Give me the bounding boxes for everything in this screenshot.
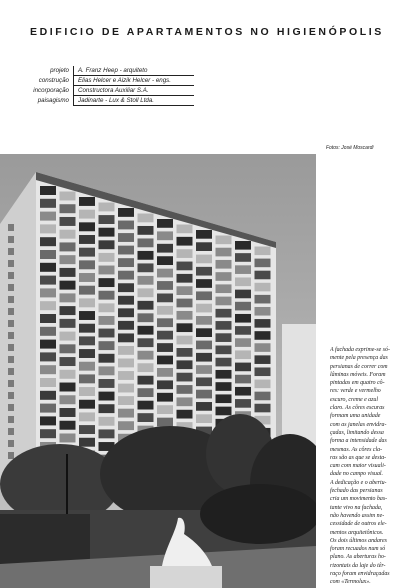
window-shutter: [196, 341, 212, 350]
window-shutter: [40, 237, 56, 246]
window-shutter: [60, 383, 76, 392]
window-shutter: [118, 396, 134, 405]
credit-value: A. Franz Heep - arquiteto: [74, 66, 194, 76]
window-shutter: [235, 253, 251, 262]
window-shutter: [216, 407, 232, 416]
window-shutter: [138, 313, 154, 322]
credit-label: incorporação: [24, 86, 74, 96]
shrubs: [200, 484, 316, 544]
window-shutter: [40, 429, 56, 438]
window-shutter: [79, 324, 95, 333]
window-shutter: [99, 379, 115, 388]
article-text-line: escuro, creme e azul: [330, 396, 378, 403]
window-shutter: [216, 358, 232, 367]
credit-row: [24, 86, 194, 96]
window-shutter: [196, 304, 212, 313]
window-shutter: [235, 302, 251, 311]
credit-row: [24, 96, 194, 106]
window-shutter: [40, 314, 56, 323]
window-shutter: [60, 281, 76, 290]
window-shutter: [118, 321, 134, 330]
window-shutter: [79, 349, 95, 358]
window-shutter: [79, 311, 95, 320]
window-shutter: [196, 414, 212, 423]
side-window: [8, 296, 14, 303]
window-shutter: [196, 377, 212, 386]
window-shutter: [177, 286, 193, 295]
window-shutter: [99, 228, 115, 237]
window-shutter: [60, 242, 76, 251]
article-text-line: forma a intensidade das: [330, 438, 387, 445]
window-shutter: [255, 319, 271, 328]
window-shutter: [196, 365, 212, 374]
window-shutter: [138, 238, 154, 247]
window-shutter: [235, 290, 251, 299]
window-shutter: [118, 421, 134, 430]
window-shutter: [138, 326, 154, 335]
article-text-line: çadas, limitando dessa: [330, 429, 384, 436]
window-shutter: [99, 366, 115, 375]
window-shutter: [99, 316, 115, 325]
window-shutter: [177, 249, 193, 258]
window-shutter: [235, 399, 251, 408]
window-shutter: [99, 215, 115, 224]
window-shutter: [79, 336, 95, 345]
window-shutter: [60, 370, 76, 379]
window-shutter: [157, 306, 173, 315]
side-window: [8, 452, 14, 459]
window-shutter: [157, 244, 173, 253]
credit-value: Elias Helcer e Aizik Helcer - engs.: [74, 76, 194, 86]
window-shutter: [60, 357, 76, 366]
window-shutter: [60, 344, 76, 353]
window-shutter: [177, 385, 193, 394]
window-shutter: [40, 186, 56, 195]
window-shutter: [79, 438, 95, 447]
window-shutter: [255, 283, 271, 292]
side-window: [8, 368, 14, 375]
window-shutter: [196, 291, 212, 300]
window-shutter: [60, 306, 76, 315]
window-shutter: [216, 260, 232, 269]
lamp-post: [66, 454, 68, 514]
window-shutter: [177, 311, 193, 320]
window-shutter: [138, 338, 154, 347]
article-text-line: claro. As côres escuras: [330, 405, 385, 412]
article-text-line: mentos arquitetônicos.: [330, 529, 384, 536]
window-shutter: [196, 230, 212, 239]
window-shutter: [235, 363, 251, 372]
window-shutter: [196, 353, 212, 362]
window-shutter: [255, 355, 271, 364]
window-shutter: [40, 404, 56, 413]
window-shutter: [99, 253, 115, 262]
credit-row: [24, 76, 194, 86]
window-shutter: [157, 356, 173, 365]
article-text-line: pintadas em quatro cô-: [330, 380, 385, 387]
window-shutter: [60, 433, 76, 442]
window-shutter: [99, 329, 115, 338]
window-shutter: [138, 263, 154, 272]
side-window: [8, 440, 14, 447]
window-shutter: [79, 260, 95, 269]
article-text-line: cessidade de outros ele-: [330, 521, 387, 528]
side-window: [8, 416, 14, 423]
credits-table: [24, 66, 194, 106]
window-shutter: [216, 297, 232, 306]
building-photo: [0, 154, 316, 588]
window-shutter: [157, 393, 173, 402]
window-shutter: [79, 298, 95, 307]
side-window: [8, 248, 14, 255]
article-text-line: A dedicação e o abertu-: [330, 479, 387, 486]
window-shutter: [196, 328, 212, 337]
article-text-line: plano. As aberturas ho-: [330, 554, 386, 561]
window-shutter: [118, 233, 134, 242]
window-shutter: [40, 212, 56, 221]
window-shutter: [216, 382, 232, 391]
credit-label: paisagismo: [24, 96, 74, 106]
window-shutter: [118, 258, 134, 267]
sculpture-pedestal: [150, 566, 222, 588]
window-shutter: [60, 230, 76, 239]
credit-label: construção: [24, 76, 74, 86]
window-shutter: [79, 400, 95, 409]
side-window: [8, 380, 14, 387]
window-shutter: [138, 363, 154, 372]
window-shutter: [196, 402, 212, 411]
window-shutter: [79, 248, 95, 257]
window-shutter: [196, 316, 212, 325]
window-shutter: [118, 333, 134, 342]
window-shutter: [118, 208, 134, 217]
window-shutter: [235, 387, 251, 396]
window-shutter: [40, 378, 56, 387]
window-shutter: [177, 360, 193, 369]
side-window: [8, 392, 14, 399]
side-window: [8, 308, 14, 315]
photo-credit: Fotos: José Moscardi: [326, 145, 374, 151]
window-shutter: [138, 413, 154, 422]
window-shutter: [235, 314, 251, 323]
article-text-line: Os dois últimos andares: [330, 537, 387, 544]
window-shutter: [177, 348, 193, 357]
side-window: [8, 224, 14, 231]
article-text-line: lâminas móveis. Foram: [330, 371, 386, 378]
window-shutter: [138, 276, 154, 285]
window-shutter: [79, 210, 95, 219]
window-shutter: [99, 291, 115, 300]
window-shutter: [196, 267, 212, 276]
window-shutter: [60, 268, 76, 277]
window-shutter: [255, 392, 271, 401]
window-shutter: [40, 276, 56, 285]
window-shutter: [255, 331, 271, 340]
window-shutter: [60, 319, 76, 328]
window-shutter: [99, 203, 115, 212]
window-shutter: [40, 340, 56, 349]
article-text-line: fechado das persianas: [330, 488, 383, 495]
window-shutter: [118, 359, 134, 368]
window-shutter: [118, 409, 134, 418]
article-text-line: mente pela presença das: [330, 355, 388, 362]
window-shutter: [138, 226, 154, 235]
window-shutter: [60, 192, 76, 201]
window-shutter: [157, 343, 173, 352]
window-shutter: [216, 309, 232, 318]
window-shutter: [235, 241, 251, 250]
window-shutter: [216, 272, 232, 281]
window-shutter: [99, 354, 115, 363]
window-shutter: [40, 224, 56, 233]
window-shutter: [99, 278, 115, 287]
window-shutter: [157, 418, 173, 427]
window-shutter: [177, 397, 193, 406]
hedge: [0, 514, 90, 564]
window-shutter: [177, 410, 193, 419]
window-shutter: [138, 388, 154, 397]
window-shutter: [255, 380, 271, 389]
side-window: [8, 332, 14, 339]
window-shutter: [177, 237, 193, 246]
window-shutter: [40, 416, 56, 425]
window-shutter: [157, 331, 173, 340]
window-shutter: [157, 318, 173, 327]
window-shutter: [60, 204, 76, 213]
window-shutter: [255, 404, 271, 413]
window-shutter: [196, 390, 212, 399]
window-shutter: [255, 295, 271, 304]
window-shutter: [235, 375, 251, 384]
credit-value: Constructora Auxiliar S.A.: [74, 86, 194, 96]
window-shutter: [118, 271, 134, 280]
window-shutter: [79, 286, 95, 295]
window-shutter: [79, 412, 95, 421]
window-shutter: [255, 259, 271, 268]
window-shutter: [79, 374, 95, 383]
window-shutter: [118, 221, 134, 230]
window-shutter: [157, 219, 173, 228]
window-shutter: [118, 308, 134, 317]
window-shutter: [40, 327, 56, 336]
window-shutter: [255, 367, 271, 376]
article-text-line: cria um movimento bas-: [330, 496, 388, 503]
article-text-line: mesmas. As côres cla-: [330, 446, 383, 453]
credit-label: projeto: [24, 66, 74, 76]
window-shutter: [118, 346, 134, 355]
window-shutter: [138, 251, 154, 260]
window-shutter: [99, 303, 115, 312]
building-side-wall: [0, 172, 36, 488]
window-shutter: [99, 341, 115, 350]
window-shutter: [216, 236, 232, 245]
window-shutter: [235, 350, 251, 359]
window-shutter: [40, 301, 56, 310]
window-shutter: [138, 288, 154, 297]
article-text: [330, 346, 410, 587]
window-shutter: [157, 380, 173, 389]
window-shutter: [40, 352, 56, 361]
side-window: [8, 404, 14, 411]
article-text-line: dade no campo visual.: [330, 471, 384, 478]
article-text-line: não havendo assim ne-: [330, 512, 385, 519]
window-shutter: [60, 408, 76, 417]
window-shutter: [138, 301, 154, 310]
window-shutter: [138, 376, 154, 385]
article-text-line: raço foram envidraçadas: [330, 571, 390, 578]
window-shutter: [177, 336, 193, 345]
side-window: [8, 356, 14, 363]
window-shutter: [99, 266, 115, 275]
article-text-line: tante vivo na fachada,: [330, 504, 383, 511]
side-window: [8, 344, 14, 351]
window-shutter: [196, 242, 212, 251]
window-shutter: [118, 283, 134, 292]
window-shutter: [216, 284, 232, 293]
building-illustration: [0, 154, 316, 588]
window-shutter: [255, 343, 271, 352]
window-shutter: [235, 326, 251, 335]
window-shutter: [40, 365, 56, 374]
window-shutter: [99, 240, 115, 249]
window-shutter: [177, 262, 193, 271]
article-text-line: com as janelas envidra-: [330, 421, 387, 428]
window-shutter: [79, 222, 95, 231]
window-shutter: [177, 373, 193, 382]
article-text-line: ras são as que se desta-: [330, 454, 387, 461]
side-window: [8, 284, 14, 291]
window-shutter: [40, 250, 56, 259]
window-shutter: [99, 417, 115, 426]
window-shutter: [196, 279, 212, 288]
window-shutter: [157, 269, 173, 278]
window-shutter: [177, 323, 193, 332]
window-shutter: [99, 429, 115, 438]
window-shutter: [60, 293, 76, 302]
window-shutter: [255, 247, 271, 256]
window-shutter: [235, 277, 251, 286]
window-shutter: [60, 395, 76, 404]
window-shutter: [118, 296, 134, 305]
window-shutter: [255, 307, 271, 316]
window-shutter: [235, 265, 251, 274]
window-shutter: [79, 425, 95, 434]
window-shutter: [196, 255, 212, 264]
article-text-line: rizontais da laje do têr-: [330, 562, 386, 569]
window-shutter: [255, 271, 271, 280]
side-window: [8, 272, 14, 279]
window-shutter: [216, 248, 232, 257]
window-shutter: [79, 362, 95, 371]
window-shutter: [99, 404, 115, 413]
page-title: EDIFICIO DE APARTAMENTOS NO HIGIENÓPOLIS: [30, 26, 384, 38]
window-shutter: [157, 293, 173, 302]
window-shutter: [157, 405, 173, 414]
window-shutter: [138, 351, 154, 360]
window-shutter: [40, 199, 56, 208]
window-shutter: [216, 321, 232, 330]
window-shutter: [60, 217, 76, 226]
window-shutter: [79, 235, 95, 244]
window-shutter: [60, 332, 76, 341]
window-shutter: [40, 288, 56, 297]
window-shutter: [79, 387, 95, 396]
article-text-line: com «Termolux».: [330, 579, 371, 586]
window-shutter: [118, 384, 134, 393]
side-window: [8, 260, 14, 267]
window-shutter: [216, 333, 232, 342]
window-shutter: [177, 274, 193, 283]
window-shutter: [157, 368, 173, 377]
window-shutter: [138, 401, 154, 410]
article-text-line: persianas de correr com: [330, 363, 388, 370]
window-shutter: [157, 231, 173, 240]
side-window: [8, 428, 14, 435]
window-shutter: [157, 256, 173, 265]
window-shutter: [216, 394, 232, 403]
credit-value: Jadinarte - Lux & Stoll Ltda.: [74, 96, 194, 106]
window-shutter: [118, 246, 134, 255]
credit-row: [24, 66, 194, 76]
window-shutter: [40, 391, 56, 400]
window-shutter: [79, 273, 95, 282]
window-shutter: [177, 299, 193, 308]
window-shutter: [177, 225, 193, 234]
window-shutter: [60, 421, 76, 430]
side-window: [8, 320, 14, 327]
window-shutter: [40, 263, 56, 272]
window-shutter: [138, 214, 154, 223]
window-shutter: [79, 197, 95, 206]
article-text-line: A fachada exprime-se só-: [330, 347, 390, 353]
window-shutter: [235, 338, 251, 347]
article-text-line: res: verde e vermelho: [330, 388, 381, 395]
article-text-line: formam uma unidade: [330, 413, 381, 420]
window-shutter: [99, 392, 115, 401]
article-text-line: foram recuados num só: [330, 546, 386, 553]
side-window: [8, 236, 14, 243]
window-shutter: [118, 371, 134, 380]
window-shutter: [216, 370, 232, 379]
window-shutter: [60, 255, 76, 264]
article-text-line: cam com maior visuali-: [330, 463, 386, 470]
window-shutter: [157, 281, 173, 290]
window-shutter: [216, 346, 232, 355]
